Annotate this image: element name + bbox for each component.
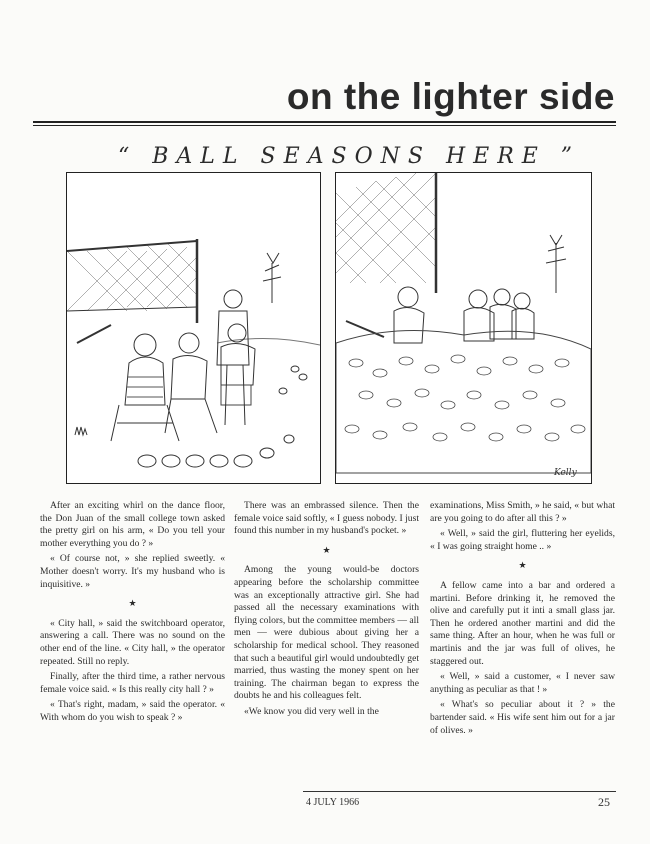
text-column-1 (40, 500, 225, 728)
star-separator: ★ (322, 544, 331, 555)
chain-link-fence (336, 173, 436, 283)
star-separator: ★ (518, 560, 527, 571)
paragraph: There was an embrassed silence. Then the female voice said softly, « I guess nobody. I just found this number in my husband's pocket. » (234, 500, 419, 537)
cartoon-signature: Kelly (554, 468, 577, 478)
paragraph: After an exciting whirl on the dance floor, the Don Juan of the small college town asked the pretty girl on his arm, « Do you tell your mother everything you do ? » (40, 500, 225, 549)
section-title: on the lighter side (286, 76, 615, 117)
cartoon-left-drawing (67, 173, 320, 483)
paragraph: « Of course not, » she replied sweetly. « Mother doesn't worry. It's my husband who is inquisitive. » (40, 553, 225, 590)
issue-date: 4 JULY 1966 (306, 797, 360, 808)
paragraph: « Well, » said a customer, « I never saw anything as peculiar as that ! » (430, 671, 615, 695)
paragraph: « Well, » said the girl, fluttering her eyelids, « I was going straight home .. » (430, 528, 615, 552)
paragraph: «We know you did very well in the (244, 705, 379, 717)
text-column-3 (430, 500, 615, 740)
scattered-cans (138, 366, 307, 467)
cartoon-right-drawing (336, 173, 591, 483)
can-pile (345, 355, 585, 441)
star-separator: ★ (128, 598, 137, 609)
paragraph: « What's so peculiar about it ? » the bartender said. « His wife sent him out for a jar of olives. » (430, 699, 615, 736)
page-number: 25 (598, 795, 610, 809)
paragraph: A fellow came into a bar and ordered a martini. Before drinking it, he removed the olive and carefully put it inti a small glass jar. Then he ordered another martini and did the same thing. After an hour, when he was full or martinis and the jar was full of olives, he staggered out. (430, 579, 615, 667)
paragraph: Finally, after the third time, a rather nervous female voice said. « Is this really city hall ? » (40, 671, 225, 695)
paragraph: Among the young would-be doctors appearing before the scholarship committee was an exceptionally attractive girl. She had passed all the necessary examinations with flying colors, but the committee members — all men — were dubious about giving her a scholarship for medical school. They reasoned that such a beautiful girl would undoubtedly get married, thus wasting the money spent on her training. The chairman began to express the doubts he and his colleagues felt. (234, 564, 419, 702)
cartoon-panel-left (66, 172, 321, 484)
chain-link-fence (67, 243, 197, 311)
cartoon-panel-right (335, 172, 592, 484)
cartoon-title: “ BALL SEASONS HERE ” (118, 144, 581, 169)
paragraph: « City hall, » said the switchboard operator, answering a call. There was no sound on the other end of the line. « City hall, » the operator repeated. Still no reply. (40, 617, 225, 667)
title-rule-thin (33, 125, 616, 126)
footer-rule (303, 791, 616, 792)
title-rule (33, 121, 616, 123)
paragraph: « That's right, madam, » said the operator. « With whom do you wish to speak ? » (40, 699, 225, 723)
text-column-2 (234, 500, 419, 722)
paragraph: examinations, Miss Smith, » he said, « but what are you going to do after all this ? » (430, 500, 615, 524)
